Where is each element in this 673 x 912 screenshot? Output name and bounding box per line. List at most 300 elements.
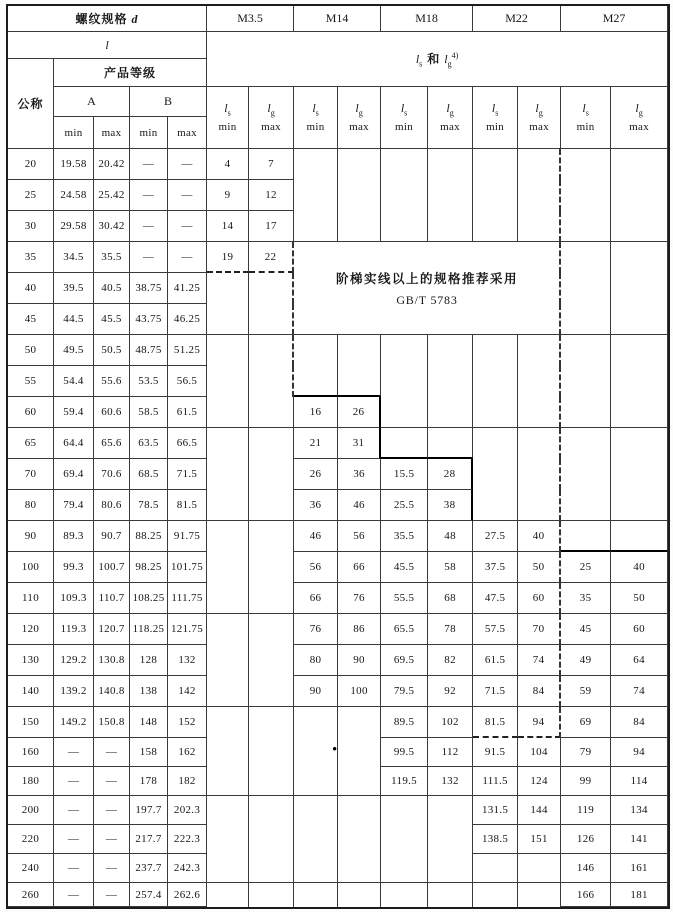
- header-m3-5-ls-min: $l_s$ min: [207, 87, 249, 149]
- cell-180-m22-ls: 111.5: [473, 767, 518, 796]
- cell-55-m18-lg: [428, 366, 473, 397]
- cell-60-l: 60: [8, 397, 54, 428]
- cell-110-m14-lg: 76: [338, 583, 381, 614]
- cell-260-b-min: 257.4: [130, 883, 168, 907]
- cell-110-m18-ls: 55.5: [381, 583, 428, 614]
- cell-220-l: 220: [8, 825, 54, 854]
- table-row-65: [8, 428, 668, 459]
- cell-60-a-max: 60.6: [94, 397, 130, 428]
- table-row-120: [8, 614, 668, 645]
- cell-110-b-min: 108.25: [130, 583, 168, 614]
- cell-130-m22-lg: 74: [518, 645, 561, 676]
- cell-150-a-max: 150.8: [94, 707, 130, 738]
- cell-200-m35-lg: [249, 796, 294, 825]
- cell-140-m14-lg: 100: [338, 676, 381, 707]
- cell-20-m27-ls: [561, 149, 611, 180]
- cell-70-m22-ls: [473, 459, 518, 490]
- cell-110-m22-lg: 60: [518, 583, 561, 614]
- cell-100-m35-ls: [207, 552, 249, 583]
- cell-180-m22-lg: 124: [518, 767, 561, 796]
- cell-45-m27-ls: [561, 304, 611, 335]
- cell-35-b-min: —: [130, 242, 168, 273]
- cell-55-m27-ls: [561, 366, 611, 397]
- table-row-130: [8, 645, 668, 676]
- cell-70-m35-lg: [249, 459, 294, 490]
- cell-20-l: 20: [8, 149, 54, 180]
- cell-50-b-max: 51.25: [168, 335, 207, 366]
- cell-40-m27-lg: [611, 273, 668, 304]
- cell-25-m22-lg: [518, 180, 561, 211]
- cell-100-l: 100: [8, 552, 54, 583]
- cell-260-a-min: —: [54, 883, 94, 907]
- cell-50-m18-ls: [381, 335, 428, 366]
- cell-50-b-min: 48.75: [130, 335, 168, 366]
- cell-100-m27-lg: 40: [611, 552, 668, 583]
- cell-90-b-max: 91.75: [168, 521, 207, 552]
- cell-180-m27-ls: 99: [561, 767, 611, 796]
- header-ls-and-lg: $l_s$ 和 $l_g^{4)}$: [207, 32, 668, 87]
- cell-240-m35-ls: [207, 854, 249, 883]
- cell-20-m22-lg: [518, 149, 561, 180]
- cell-140-b-min: 138: [130, 676, 168, 707]
- table-row-30: [8, 211, 668, 242]
- cell-100-a-max: 100.7: [94, 552, 130, 583]
- cell-200-m18-lg: [428, 796, 473, 825]
- cell-65-m18-lg: [428, 428, 473, 459]
- cell-65-m18-ls: [381, 428, 428, 459]
- cell-35-l: 35: [8, 242, 54, 273]
- cell-160-m27-ls: 79: [561, 738, 611, 767]
- cell-220-m27-lg: 141: [611, 825, 668, 854]
- step-note-standard-ref: GB/T 5783: [396, 292, 458, 307]
- table-row-25: [8, 180, 668, 211]
- cell-60-m35-ls: [207, 397, 249, 428]
- cell-200-m18-ls: [381, 796, 428, 825]
- cell-25-l: 25: [8, 180, 54, 211]
- cell-25-m14-ls: [294, 180, 338, 211]
- cell-30-m22-lg: [518, 211, 561, 242]
- cell-160-l: 160: [8, 738, 54, 767]
- cell-260-m14-ls: [294, 883, 338, 907]
- cell-20-a-min: 19.58: [54, 149, 94, 180]
- cell-100-m14-ls: 56: [294, 552, 338, 583]
- header-m3-5-lg-max: $l_g$ max: [249, 87, 294, 149]
- cell-260-m35-ls: [207, 883, 249, 907]
- cell-140-m27-ls: 59: [561, 676, 611, 707]
- cell-260-m22-lg: [518, 883, 561, 907]
- cell-220-a-min: —: [54, 825, 94, 854]
- cell-80-m27-lg: [611, 490, 668, 521]
- cell-160-m35-ls: [207, 738, 249, 767]
- cell-20-m14-lg: [338, 149, 381, 180]
- cell-200-a-min: —: [54, 796, 94, 825]
- cell-200-l: 200: [8, 796, 54, 825]
- cell-30-b-max: —: [168, 211, 207, 242]
- cell-35-m35-lg: 22: [249, 242, 294, 273]
- cell-40-m35-lg: [249, 273, 294, 304]
- cell-150-m18-lg: 102: [428, 707, 473, 738]
- cell-110-m35-ls: [207, 583, 249, 614]
- table-row-70: [8, 459, 668, 490]
- table-row-220: [8, 825, 668, 854]
- cell-240-m18-lg: [428, 854, 473, 883]
- cell-55-m22-ls: [473, 366, 518, 397]
- step-note-text: 阶梯实线以上的规格推荐采用: [335, 271, 518, 286]
- cell-110-m27-lg: 50: [611, 583, 668, 614]
- cell-140-a-min: 139.2: [54, 676, 94, 707]
- cell-60-b-min: 58.5: [130, 397, 168, 428]
- cell-65-b-min: 63.5: [130, 428, 168, 459]
- cell-70-m18-lg: 28: [428, 459, 473, 490]
- cell-130-m18-lg: 82: [428, 645, 473, 676]
- thread-spec-symbol: d: [131, 12, 139, 26]
- cell-150-m14-lg: [338, 707, 381, 738]
- cell-110-m22-ls: 47.5: [473, 583, 518, 614]
- cell-200-m27-ls: 119: [561, 796, 611, 825]
- cell-50-m22-ls: [473, 335, 518, 366]
- cell-150-b-min: 148: [130, 707, 168, 738]
- cell-180-l: 180: [8, 767, 54, 796]
- cell-25-m14-lg: [338, 180, 381, 211]
- header-size-m22: M22: [473, 6, 561, 32]
- header-length-symbol: l: [8, 32, 207, 59]
- cell-30-m27-ls: [561, 211, 611, 242]
- cell-180-m18-ls: 119.5: [381, 767, 428, 796]
- cell-80-m35-lg: [249, 490, 294, 521]
- cell-150-m14-ls: [294, 707, 338, 738]
- cell-50-m35-ls: [207, 335, 249, 366]
- cell-90-a-min: 89.3: [54, 521, 94, 552]
- cell-120-m14-lg: 86: [338, 614, 381, 645]
- cell-30-a-min: 29.58: [54, 211, 94, 242]
- cell-55-b-min: 53.5: [130, 366, 168, 397]
- cell-200-m22-ls: 131.5: [473, 796, 518, 825]
- cell-40-l: 40: [8, 273, 54, 304]
- cell-80-m35-ls: [207, 490, 249, 521]
- cell-120-a-max: 120.7: [94, 614, 130, 645]
- cell-140-m27-lg: 74: [611, 676, 668, 707]
- cell-65-m14-lg: 31: [338, 428, 381, 459]
- cell-80-m18-ls: 25.5: [381, 490, 428, 521]
- cell-90-m22-ls: 27.5: [473, 521, 518, 552]
- cell-240-m22-lg: [518, 854, 561, 883]
- cell-70-b-max: 71.5: [168, 459, 207, 490]
- cell-240-m14-ls: [294, 854, 338, 883]
- cell-80-a-min: 79.4: [54, 490, 94, 521]
- step-line-note: [296, 246, 558, 330]
- table-row-60: [8, 397, 668, 428]
- cell-150-m22-lg: 94: [518, 707, 561, 738]
- cell-260-m18-ls: [381, 883, 428, 907]
- cell-130-m18-ls: 69.5: [381, 645, 428, 676]
- cell-25-m22-ls: [473, 180, 518, 211]
- cell-50-a-min: 49.5: [54, 335, 94, 366]
- header-a-min: min: [54, 117, 94, 149]
- cell-220-m14-lg: [338, 825, 381, 854]
- cell-220-m18-lg: [428, 825, 473, 854]
- cell-60-m27-lg: [611, 397, 668, 428]
- cell-45-a-max: 45.5: [94, 304, 130, 335]
- cell-90-b-min: 88.25: [130, 521, 168, 552]
- header-m27-lg-max: $l_g$ max: [611, 87, 668, 149]
- cell-60-a-min: 59.4: [54, 397, 94, 428]
- cell-45-b-min: 43.75: [130, 304, 168, 335]
- cell-160-m14-lg: [338, 738, 381, 767]
- cell-45-m27-lg: [611, 304, 668, 335]
- cell-80-m22-lg: [518, 490, 561, 521]
- cell-140-l: 140: [8, 676, 54, 707]
- table-row-80: [8, 490, 668, 521]
- cell-180-m14-lg: [338, 767, 381, 796]
- header-nominal: 公称: [8, 59, 54, 149]
- cell-130-a-min: 129.2: [54, 645, 94, 676]
- cell-20-m18-ls: [381, 149, 428, 180]
- cell-120-m18-lg: 78: [428, 614, 473, 645]
- cell-180-a-min: —: [54, 767, 94, 796]
- cell-200-m27-lg: 134: [611, 796, 668, 825]
- cell-130-a-max: 130.8: [94, 645, 130, 676]
- cell-25-b-max: —: [168, 180, 207, 211]
- cell-25-m27-lg: [611, 180, 668, 211]
- cell-20-m18-lg: [428, 149, 473, 180]
- cell-260-m27-ls: 166: [561, 883, 611, 907]
- cell-90-m14-lg: 56: [338, 521, 381, 552]
- cell-150-a-min: 149.2: [54, 707, 94, 738]
- cell-120-m22-lg: 70: [518, 614, 561, 645]
- cell-120-m22-ls: 57.5: [473, 614, 518, 645]
- cell-90-m18-lg: 48: [428, 521, 473, 552]
- cell-120-l: 120: [8, 614, 54, 645]
- table-row-150: [8, 707, 668, 738]
- cell-150-b-max: 152: [168, 707, 207, 738]
- cell-140-a-max: 140.8: [94, 676, 130, 707]
- cell-180-a-max: —: [94, 767, 130, 796]
- cell-80-a-max: 80.6: [94, 490, 130, 521]
- cell-30-l: 30: [8, 211, 54, 242]
- cell-45-a-min: 44.5: [54, 304, 94, 335]
- header-thread-spec: [8, 6, 207, 32]
- cell-70-a-max: 70.6: [94, 459, 130, 490]
- cell-50-m27-lg: [611, 335, 668, 366]
- header-m14-lg-max: $l_g$ max: [338, 87, 381, 149]
- table-row-160: [8, 738, 668, 767]
- cell-20-m27-lg: [611, 149, 668, 180]
- cell-30-m35-lg: 17: [249, 211, 294, 242]
- cell-65-m35-ls: [207, 428, 249, 459]
- table-row-110: [8, 583, 668, 614]
- header-size-m3-5: M3.5: [207, 6, 294, 32]
- cell-25-b-min: —: [130, 180, 168, 211]
- cell-240-a-min: —: [54, 854, 94, 883]
- cell-150-m27-lg: 84: [611, 707, 668, 738]
- cell-160-m22-lg: 104: [518, 738, 561, 767]
- cell-130-m27-ls: 49: [561, 645, 611, 676]
- cell-35-m27-lg: [611, 242, 668, 273]
- thread-spec-label: 螺纹规格: [75, 12, 128, 26]
- cell-100-m35-lg: [249, 552, 294, 583]
- bolt-length-spec-table: [6, 4, 670, 909]
- cell-260-m18-lg: [428, 883, 473, 907]
- footnote-marker: 4): [451, 50, 459, 60]
- cell-20-m14-ls: [294, 149, 338, 180]
- cell-240-m22-ls: [473, 854, 518, 883]
- header-a-max: max: [94, 117, 130, 149]
- cell-70-m14-lg: 36: [338, 459, 381, 490]
- cell-180-m27-lg: 114: [611, 767, 668, 796]
- cell-260-l: 260: [8, 883, 54, 907]
- cell-150-l: 150: [8, 707, 54, 738]
- cell-160-a-max: —: [94, 738, 130, 767]
- cell-110-m14-ls: 66: [294, 583, 338, 614]
- cell-200-m14-lg: [338, 796, 381, 825]
- header-b-max: max: [168, 117, 207, 149]
- cell-25-a-max: 25.42: [94, 180, 130, 211]
- cell-130-b-max: 132: [168, 645, 207, 676]
- cell-90-a-max: 90.7: [94, 521, 130, 552]
- cell-100-b-min: 98.25: [130, 552, 168, 583]
- cell-40-m35-ls: [207, 273, 249, 304]
- cell-50-m27-ls: [561, 335, 611, 366]
- cell-120-b-min: 118.25: [130, 614, 168, 645]
- cell-260-m14-lg: [338, 883, 381, 907]
- cell-120-m18-ls: 65.5: [381, 614, 428, 645]
- cell-40-b-min: 38.75: [130, 273, 168, 304]
- cell-160-m27-lg: 94: [611, 738, 668, 767]
- cell-140-b-max: 142: [168, 676, 207, 707]
- cell-130-b-min: 128: [130, 645, 168, 676]
- cell-50-m35-lg: [249, 335, 294, 366]
- header-m22-lg-max: $l_g$ max: [518, 87, 561, 149]
- cell-200-b-max: 202.3: [168, 796, 207, 825]
- cell-260-m35-lg: [249, 883, 294, 907]
- cell-90-m22-lg: 40: [518, 521, 561, 552]
- cell-110-m35-lg: [249, 583, 294, 614]
- cell-220-m18-ls: [381, 825, 428, 854]
- cell-80-b-min: 78.5: [130, 490, 168, 521]
- cell-30-a-max: 30.42: [94, 211, 130, 242]
- cell-120-m27-ls: 45: [561, 614, 611, 645]
- cell-55-m14-lg: [338, 366, 381, 397]
- cell-25-m35-lg: 12: [249, 180, 294, 211]
- cell-140-m35-lg: [249, 676, 294, 707]
- header-m18-ls-min: $l_s$ min: [381, 87, 428, 149]
- cell-80-m14-ls: 36: [294, 490, 338, 521]
- cell-70-m27-lg: [611, 459, 668, 490]
- cell-140-m18-ls: 79.5: [381, 676, 428, 707]
- cell-60-m27-ls: [561, 397, 611, 428]
- cell-240-a-max: —: [94, 854, 130, 883]
- cell-110-l: 110: [8, 583, 54, 614]
- cell-80-l: 80: [8, 490, 54, 521]
- table-row-100: [8, 552, 668, 583]
- cell-70-l: 70: [8, 459, 54, 490]
- cell-200-m35-ls: [207, 796, 249, 825]
- cell-70-m35-ls: [207, 459, 249, 490]
- cell-80-m18-lg: 38: [428, 490, 473, 521]
- cell-90-l: 90: [8, 521, 54, 552]
- cell-50-a-max: 50.5: [94, 335, 130, 366]
- cell-60-m18-lg: [428, 397, 473, 428]
- cell-260-a-max: —: [94, 883, 130, 907]
- cell-65-m27-ls: [561, 428, 611, 459]
- cell-55-b-max: 56.5: [168, 366, 207, 397]
- cell-140-m35-ls: [207, 676, 249, 707]
- cell-240-m18-ls: [381, 854, 428, 883]
- cell-25-m18-ls: [381, 180, 428, 211]
- cell-220-m14-ls: [294, 825, 338, 854]
- cell-220-m27-ls: 126: [561, 825, 611, 854]
- header-size-m27: M27: [561, 6, 668, 32]
- cell-100-m18-ls: 45.5: [381, 552, 428, 583]
- cell-120-b-max: 121.75: [168, 614, 207, 645]
- cell-180-m35-ls: [207, 767, 249, 796]
- cell-20-m35-ls: 4: [207, 149, 249, 180]
- cell-130-m22-ls: 61.5: [473, 645, 518, 676]
- header-grade-a: A: [54, 87, 130, 117]
- cell-110-a-max: 110.7: [94, 583, 130, 614]
- cell-30-m35-ls: 14: [207, 211, 249, 242]
- cell-80-m14-lg: 46: [338, 490, 381, 521]
- header-product-grade: 产品等级: [54, 59, 207, 87]
- table-row-180: [8, 767, 668, 796]
- table-row-20: [8, 149, 668, 180]
- cell-30-m18-lg: [428, 211, 473, 242]
- cell-60-m22-lg: [518, 397, 561, 428]
- cell-90-m18-ls: 35.5: [381, 521, 428, 552]
- cell-220-m35-lg: [249, 825, 294, 854]
- cell-50-m18-lg: [428, 335, 473, 366]
- cell-180-b-min: 178: [130, 767, 168, 796]
- cell-35-b-max: —: [168, 242, 207, 273]
- cell-55-a-min: 54.4: [54, 366, 94, 397]
- cell-30-m18-ls: [381, 211, 428, 242]
- cell-45-m35-lg: [249, 304, 294, 335]
- cell-30-m14-lg: [338, 211, 381, 242]
- cell-90-m35-ls: [207, 521, 249, 552]
- cell-240-l: 240: [8, 854, 54, 883]
- cell-150-m35-ls: [207, 707, 249, 738]
- cell-25-m35-ls: 9: [207, 180, 249, 211]
- cell-65-b-max: 66.5: [168, 428, 207, 459]
- cell-120-a-min: 119.3: [54, 614, 94, 645]
- header-size-m18: M18: [381, 6, 473, 32]
- cell-20-m22-ls: [473, 149, 518, 180]
- cell-160-m35-lg: [249, 738, 294, 767]
- cell-40-a-max: 40.5: [94, 273, 130, 304]
- table-row-140: [8, 676, 668, 707]
- cell-260-b-max: 262.6: [168, 883, 207, 907]
- cell-220-a-max: —: [94, 825, 130, 854]
- cell-160-a-min: —: [54, 738, 94, 767]
- cell-220-m35-ls: [207, 825, 249, 854]
- cell-150-m27-ls: 69: [561, 707, 611, 738]
- cell-90-m14-ls: 46: [294, 521, 338, 552]
- cell-65-m27-lg: [611, 428, 668, 459]
- cell-40-b-max: 41.25: [168, 273, 207, 304]
- cell-55-m18-ls: [381, 366, 428, 397]
- table-row-50: [8, 335, 668, 366]
- cell-140-m18-lg: 92: [428, 676, 473, 707]
- cell-100-m18-lg: 58: [428, 552, 473, 583]
- cell-180-m35-lg: [249, 767, 294, 796]
- cell-240-m27-ls: 146: [561, 854, 611, 883]
- cell-90-m27-lg: [611, 521, 668, 552]
- cell-90-m27-ls: [561, 521, 611, 552]
- cell-50-l: 50: [8, 335, 54, 366]
- cell-100-a-min: 99.3: [54, 552, 94, 583]
- cell-30-m22-ls: [473, 211, 518, 242]
- cell-160-m18-ls: 99.5: [381, 738, 428, 767]
